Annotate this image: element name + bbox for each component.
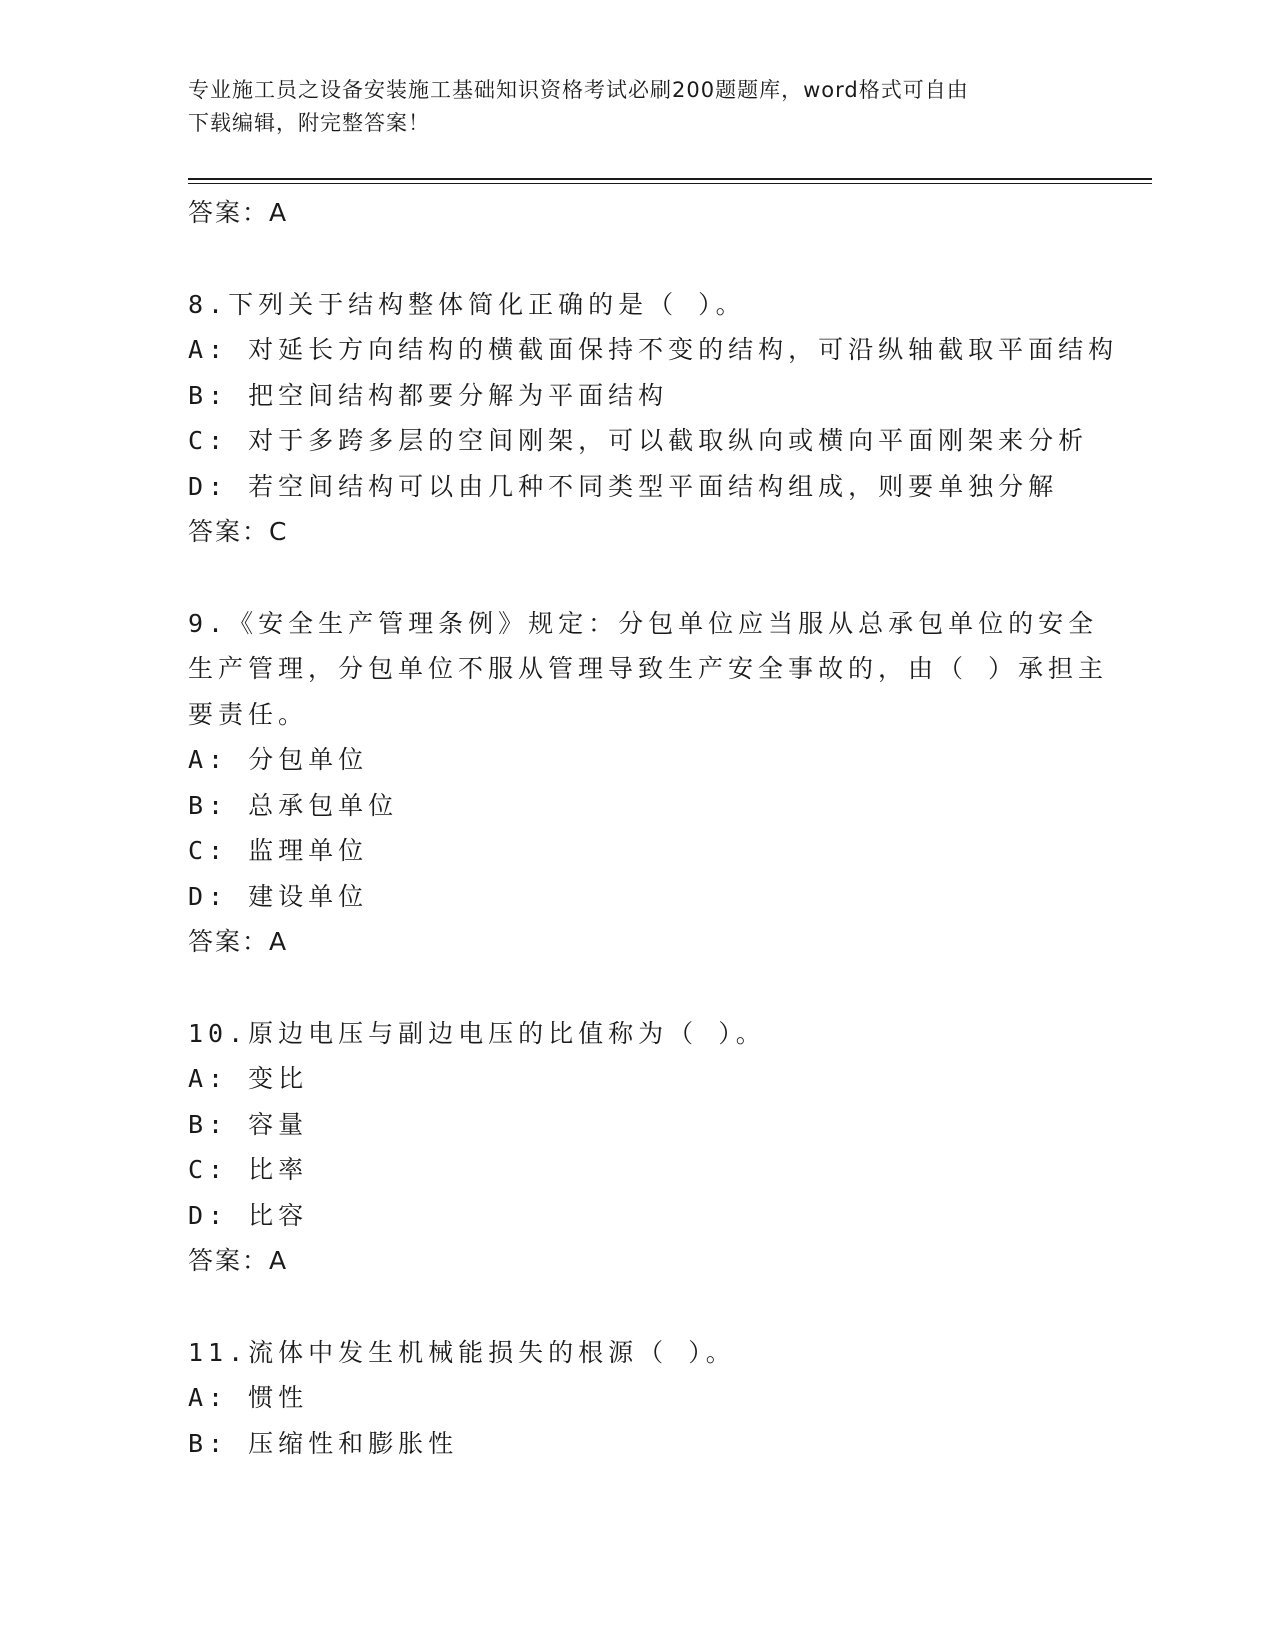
option-a: A: 分包单位	[188, 745, 369, 774]
question-text: 10.原边电压与副边电压的比值称为（ ）。	[188, 1018, 766, 1048]
header-line-1: 专业施工员之设备安装施工基础知识资格考试必刷200题题库，word格式可自由	[188, 78, 969, 102]
option-b: B: 容量	[188, 1109, 309, 1139]
option-a: A: 变比	[188, 1064, 309, 1093]
header-rule-thin	[188, 183, 1152, 184]
document-header	[188, 74, 1078, 140]
answer-line: 答案：C	[188, 517, 289, 546]
option-b: B: 总承包单位	[188, 790, 399, 820]
option-a: A: 对延长方向结构的横截面保持不变的结构，可沿纵轴截取平面结构	[188, 335, 1119, 364]
question-text: 要责任。	[188, 699, 309, 729]
answer-line: 答案：A	[188, 198, 289, 227]
question-text: 9.《安全生产管理条例》规定：分包单位应当服从总承包单位的安全	[188, 608, 1099, 638]
option-b: B: 压缩性和膨胀性	[188, 1428, 459, 1458]
answer-line: 答案：A	[188, 1246, 289, 1275]
question-text: 11.流体中发生机械能损失的根源（ ）。	[188, 1337, 736, 1367]
question-text: 生产管理，分包单位不服从管理导致生产安全事故的，由（ ）承担主	[188, 654, 1109, 683]
spacer	[188, 555, 1088, 601]
header-rule-thick	[188, 178, 1152, 180]
option-c: C: 对于多跨多层的空间刚架，可以截取纵向或横向平面刚架来分析	[188, 426, 1089, 455]
header-line-2: 下载编辑，附完整答案！	[188, 111, 430, 135]
spacer	[188, 236, 1088, 282]
option-b: B: 把空间结构都要分解为平面结构	[188, 380, 669, 410]
question-list	[188, 190, 1119, 1466]
question-9	[188, 601, 1109, 965]
option-d: D: 建设单位	[188, 881, 369, 911]
question-10	[188, 1011, 1088, 1284]
spacer	[188, 965, 1088, 1011]
option-c: C: 监理单位	[188, 836, 369, 865]
option-d: D: 若空间结构可以由几种不同类型平面结构组成，则要单独分解	[188, 471, 1059, 501]
question-text: 8.下列关于结构整体简化正确的是（ ）。	[188, 289, 746, 319]
question-11	[188, 1330, 1088, 1467]
option-c: C: 比率	[188, 1155, 309, 1184]
spacer	[188, 1284, 1088, 1330]
answer-line: 答案：A	[188, 927, 289, 956]
question-8	[188, 282, 1119, 555]
option-d: D: 比容	[188, 1200, 309, 1230]
option-a: A: 惯性	[188, 1383, 309, 1412]
